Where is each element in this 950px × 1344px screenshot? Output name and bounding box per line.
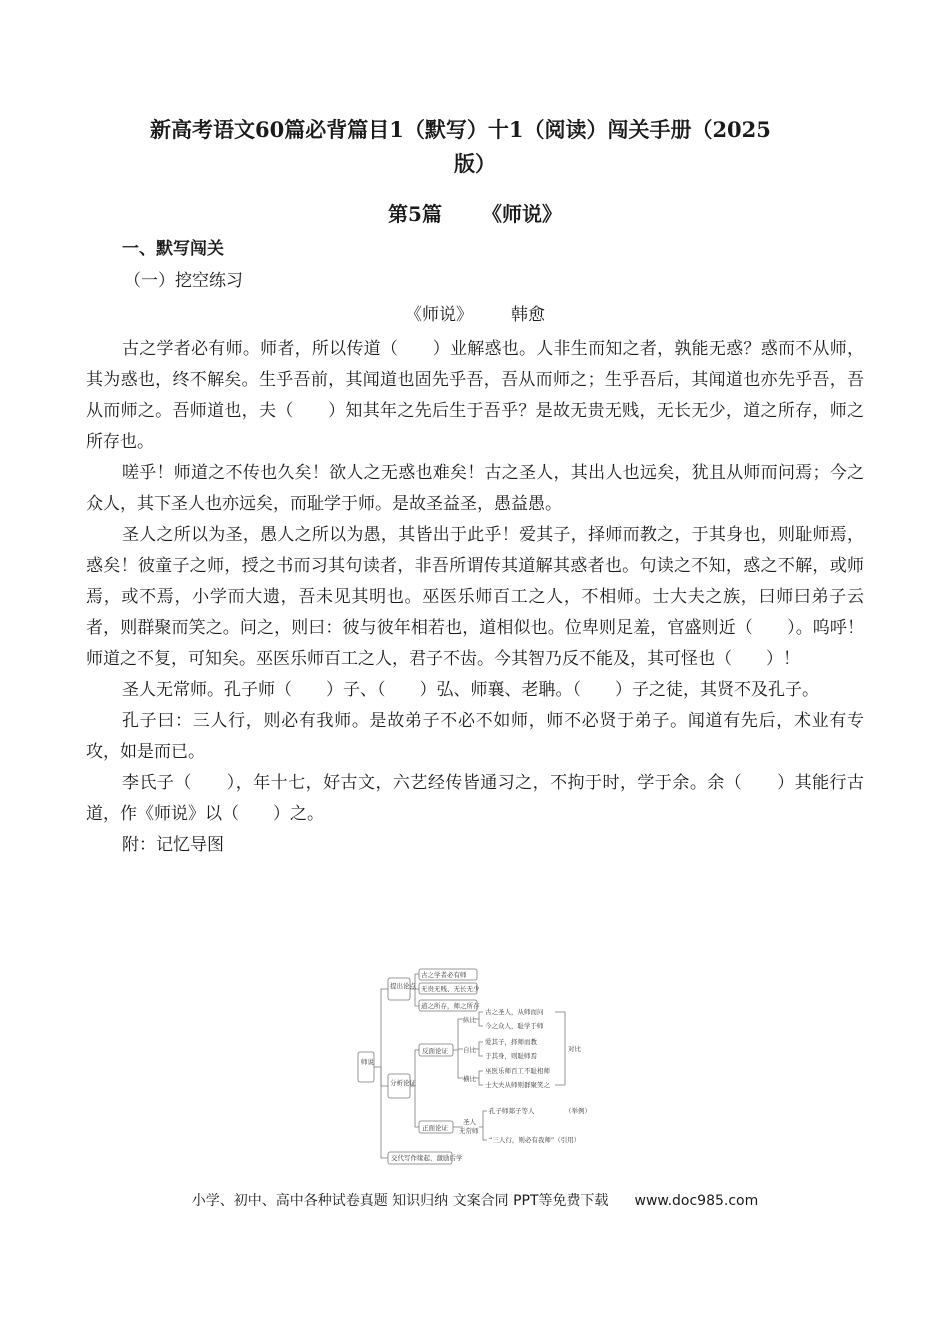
mind-map-leaf: 今之众人，耻学于师 (485, 1022, 544, 1030)
subsection-heading: （一）挖空练习 (124, 271, 243, 291)
mind-map-leaf: 于其身，则耻师焉 (485, 1052, 537, 1060)
mind-map-node: 正面论证 (422, 1124, 448, 1132)
mind-map-node: 横比 (463, 1075, 476, 1083)
mind-map-root: 师说 (361, 1058, 374, 1066)
chapter-name: 《师说》 (481, 202, 562, 226)
mind-map-leaf: 孔子师郯子等人 (489, 1107, 535, 1115)
paragraph: 嗟乎！师道之不传也久矣！欲人之无惑也难矣！古之圣人，其出人也远矣，犹且从师而问焉；今之众人，其下圣人也亦远矣，而耻学于师。是故圣益圣，愚益愚。 (86, 463, 864, 514)
mind-map-node: 反面论证 (422, 1047, 448, 1055)
article-body (86, 334, 864, 861)
mind-map-node: 圣人 (463, 1118, 476, 1126)
footer-text: 小学、初中、高中各种试卷真题 知识归纳 文案合同 PPT等免费下载 (191, 1193, 609, 1209)
work-title: 《师说》 (405, 305, 473, 325)
paragraph: 圣人无常师。孔子师（ ）子、（ ）弘、师襄、老聃。（ ）子之徒，其贤不及孔子。 (122, 680, 819, 700)
mind-map-leaf: 古之圣人，从师而问 (485, 1008, 544, 1016)
mind-map-node: 提出论点 (390, 982, 416, 990)
mind-map-node: 分析论证 (390, 1079, 416, 1087)
document-title-line2: 版） (454, 151, 496, 176)
mind-map-node: 对比 (568, 1045, 581, 1053)
chapter-heading (0, 196, 950, 232)
work-title-line (0, 300, 950, 325)
mind-map-leaf: 巫医乐师百工不耻相师 (485, 1067, 550, 1075)
page-footer (0, 1190, 950, 1210)
mind-map-leaf: 爱其子，择师而教 (485, 1038, 537, 1046)
document-title-line1: 新高考语文60篇必背篇目1（默写）十1（阅读）闯关手册（2025 (150, 117, 771, 142)
paragraph: 孔子曰：三人行，则必有我师。是故弟子不必不如师，师不必贤于弟子。闻道有先后，术业有专攻，如是而已。 (86, 711, 864, 762)
mind-map-leaf: 士大夫从师则群聚笑之 (485, 1081, 550, 1089)
chapter-number: 第5篇 (388, 202, 442, 226)
paragraph: 李氏子（ ），年十七，好古文，六艺经传皆通习之，不拘于时，学于余。余（ ）其能行古道，作《师说》以（ ）之。 (86, 773, 864, 824)
mind-map-leaf: （举例） (565, 1107, 591, 1115)
mind-map-node: 纵比 (463, 1016, 476, 1024)
mind-map-leaf: 古之学者必有师 (421, 971, 467, 979)
work-author: 韩愈 (511, 305, 545, 325)
memory-mind-map (355, 966, 600, 1168)
footer-site-link[interactable]: www.doc985.com (634, 1193, 759, 1209)
paragraph: 圣人之所以为圣，愚人之所以为愚，其皆出于此乎！爱其子，择师而教之，于其身也，则耻师焉，惑矣！彼童子之师，授之书而习其句读者，非吾所谓传其道解其惑者也。句读之不知，惑之不解，或师焉，或不焉，小学而大遗，吾未见其明也。巫医乐师百工之人，不相师。士大夫之族，曰师曰弟子云者，则群聚而笑之。问之，则曰：彼与彼年相若也，道相似也。位卑则足羞，官盛则近（ ）。呜呼！师道之不复，可知矣。巫医乐师百工之人，君子不齿。今其智乃反不能及，其可怪也（ ）！ (86, 525, 864, 669)
section-heading: 一、默写闯关 (122, 239, 224, 259)
mind-map-leaf: “三人行，则必有我师”（引用） (489, 1136, 581, 1144)
mind-map-node: 交代写作缘起，激励后学 (391, 1154, 463, 1162)
mind-map-node: 自比 (463, 1046, 476, 1054)
mind-map-leaf: 道之所存，师之所存 (421, 1002, 480, 1010)
mind-map-diagram (355, 966, 600, 1168)
appendix-label: 附：记忆导图 (122, 835, 224, 855)
paragraph: 古之学者必有师。师者，所以传道（ ）业解惑也。人非生而知之者，孰能无惑？惑而不从师，其为惑也，终不解矣。生乎吾前，其闻道也固先乎吾，吾从而师之；生乎吾后，其闻道也亦先乎吾，吾从而师之。吾师道也，夫（ ）知其年之先后生于吾乎？是故无贵无贱，无长无少，道之所存，师之所存也。 (86, 339, 864, 452)
mind-map-node: 无常师 (459, 1127, 479, 1135)
mind-map-leaf: 无贵无贱、无长无少 (421, 985, 480, 993)
